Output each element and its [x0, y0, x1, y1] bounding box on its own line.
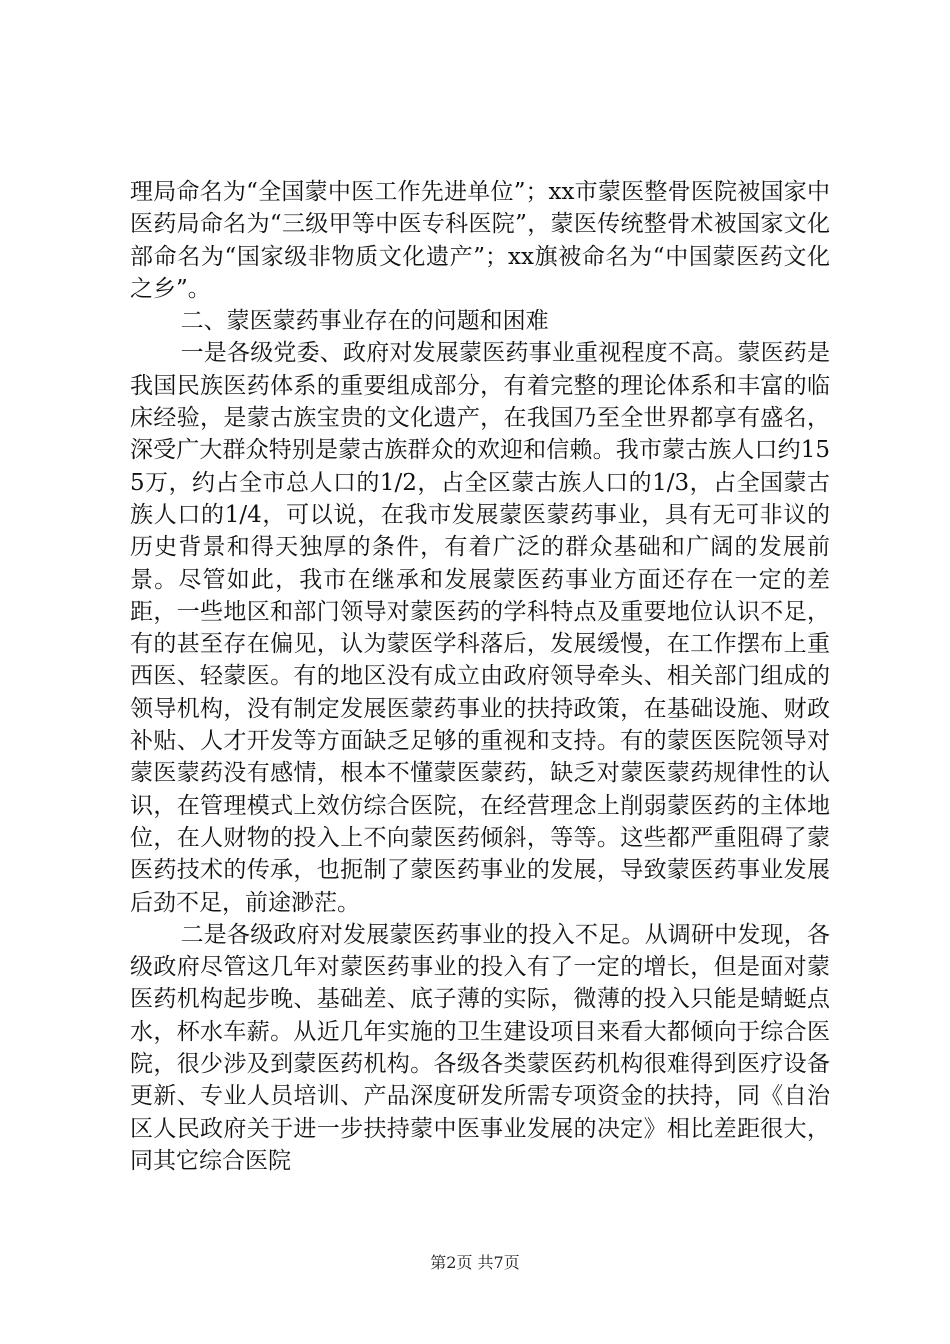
paragraph-problem-one: 一是各级党委、政府对发展蒙医药事业重视程度不高。蒙医药是我国民族医药体系的重要组成部分，有着完整的理论体系和丰富的临床经验，是蒙古族宝贵的文化遗产，在我国乃至全世界都享有盛名，深受广大群众特别是蒙古族群众的欢迎和信赖。我市蒙古族人口约155万，约占全市总人口的1/2，占全区蒙古族人口的1/3，占全国蒙古族人口的1/4，可以说，在我市发展蒙医蒙药事业，具有无可非议的历史背景和得天独厚的条件，有着广泛的群众基础和广阔的发展前景。尽管如此，我市在继承和发展蒙医药事业方面还存在一定的差距，一些地区和部门领导对蒙医药的学科特点及重要地位认识不足，有的甚至存在偏见，认为蒙医学科落后，发展缓慢，在工作摆布上重西医、轻蒙医。有的地区没有成立由政府领导牵头、相关部门组成的领导机构，没有制定发展医蒙药事业的扶持政策，在基础设施、财政补贴、人才开发等方面缺乏足够的重视和支持。有的蒙医医院领导对蒙医蒙药没有感情，根本不懂蒙医蒙药，缺乏对蒙医蒙药规律性的认识，在管理模式上效仿综合医院，在经营理念上削弱蒙医药的主体地位，在人财物的投入上不向蒙医药倾斜，等等。这些都严重阻碍了蒙医药技术的传承，也扼制了蒙医药事业的发展，导致蒙医药事业发展后劲不足，前途渺茫。 — [130, 340, 830, 916]
paragraph-continuation: 理局命名为“全国蒙中医工作先进单位”；xx市蒙医整骨医院被国家中医药局命名为“三级甲等中医专科医院”，蒙医传统整骨术被国家文化部命名为“国家级非物质文化遗产”；xx旗被命名为“中国蒙医药文化之乡”。 — [130, 179, 830, 302]
document-body — [130, 176, 830, 1177]
page-number-footer: 第2页 共7页 — [430, 1253, 520, 1272]
section-heading: 二、蒙医蒙药事业存在的问题和困难 — [180, 308, 549, 335]
paragraph-problem-two: 二是各级政府对发展蒙医药事业的投入不足。从调研中发现，各级政府尽管这几年对蒙医药事业的投入有了一定的增长，但是面对蒙医药机构起步晚、基础差、底子薄的实际，微薄的投入只能是蜻蜓点水，杯水车薪。从近几年实施的卫生建设项目来看大都倾向于综合医院，很少涉及到蒙医药机构。各级各类蒙医药机构很难得到医疗设备更新、专业人员培训、产品深度研发所需专项资金的扶持，同《自治区人民政府关于进一步扶持蒙中医事业发展的决定》相比差距很大，同其它综合医院 — [130, 921, 830, 1174]
